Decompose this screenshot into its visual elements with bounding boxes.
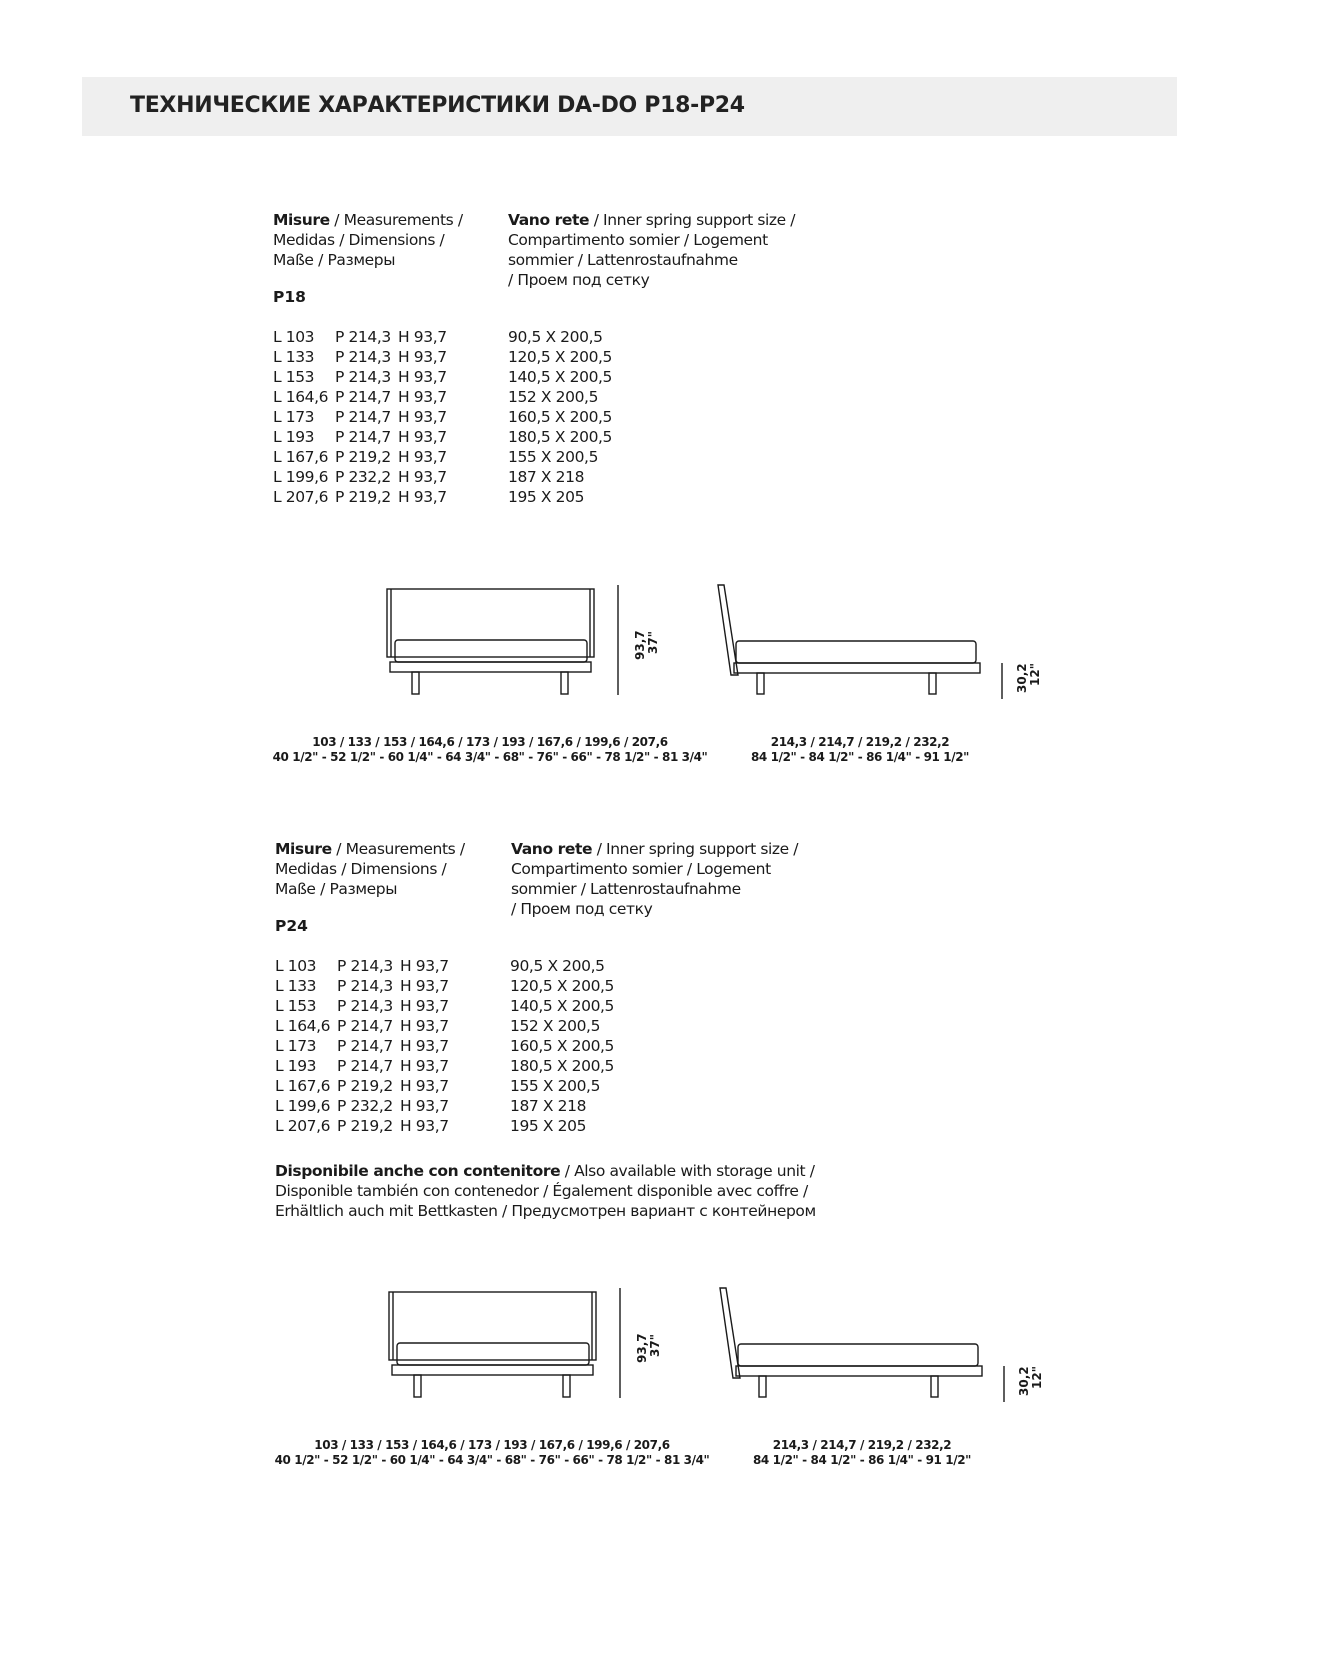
row-height: H 93,7 bbox=[400, 1057, 449, 1075]
row-spring-size: 187 X 218 bbox=[510, 1097, 587, 1115]
width-cm-label: 103 / 133 / 153 / 164,6 / 173 / 193 / 167,6 / 199,6 / 207,6 bbox=[312, 735, 668, 749]
table-row bbox=[273, 468, 833, 488]
headboard-outline bbox=[387, 589, 594, 657]
measurements-heading bbox=[275, 839, 490, 899]
storage-note bbox=[275, 1161, 895, 1221]
table-row bbox=[275, 1017, 835, 1037]
front-view bbox=[386, 585, 618, 700]
leg-side-right bbox=[929, 673, 936, 694]
row-spring-size: 120,5 X 200,5 bbox=[508, 348, 613, 366]
row-depth: P 214,7 bbox=[335, 428, 391, 446]
row-width: L 153 bbox=[273, 368, 315, 386]
row-height: H 93,7 bbox=[398, 488, 447, 506]
row-width: L 199,6 bbox=[275, 1097, 331, 1115]
table-row bbox=[273, 388, 833, 408]
height-cm: 93,7 bbox=[635, 1333, 649, 1363]
header-bar bbox=[82, 77, 1177, 136]
row-depth: P 232,2 bbox=[335, 468, 391, 486]
row-height: H 93,7 bbox=[400, 977, 449, 995]
measurements-lead: Misure bbox=[273, 211, 330, 229]
row-spring-size: 195 X 205 bbox=[508, 488, 585, 506]
row-height: H 93,7 bbox=[400, 1117, 449, 1135]
table-row bbox=[273, 368, 833, 388]
table-row bbox=[273, 488, 833, 508]
bed-technical-drawing bbox=[0, 580, 1329, 700]
row-spring-size: 90,5 X 200,5 bbox=[508, 328, 603, 346]
table-row bbox=[275, 1117, 835, 1137]
frame-front bbox=[390, 662, 591, 672]
headboard-outline bbox=[389, 1292, 596, 1360]
depth-in-label: 84 1/2" - 84 1/2" - 86 1/4" - 91 1/2" bbox=[750, 750, 970, 764]
leg-front-right bbox=[563, 1375, 570, 1397]
row-width: L 133 bbox=[273, 348, 315, 366]
table-row bbox=[275, 977, 835, 997]
row-width: L 207,6 bbox=[273, 488, 329, 506]
spring-support-heading bbox=[508, 210, 808, 290]
spring-line4: / Проем под сетку bbox=[508, 271, 650, 289]
height-in: 37" bbox=[648, 1334, 662, 1357]
row-width: L 167,6 bbox=[273, 448, 329, 466]
table-row bbox=[275, 1037, 835, 1057]
leg-side-left bbox=[757, 673, 764, 694]
height-label bbox=[635, 1333, 649, 1363]
height-cm: 93,7 bbox=[633, 630, 647, 660]
dimensions-table bbox=[275, 957, 835, 1137]
height-label-in bbox=[648, 1334, 662, 1357]
spring-support-heading bbox=[511, 839, 811, 919]
row-height: H 93,7 bbox=[398, 428, 447, 446]
row-height: H 93,7 bbox=[400, 1017, 449, 1035]
headboard-side bbox=[718, 585, 738, 675]
frame-in: 12" bbox=[1030, 1366, 1044, 1389]
row-depth: P 214,7 bbox=[337, 1037, 393, 1055]
table-row bbox=[273, 328, 833, 348]
row-depth: P 214,3 bbox=[337, 977, 393, 995]
row-width: L 199,6 bbox=[273, 468, 329, 486]
measurements-heading bbox=[273, 210, 488, 270]
depth-cm-label: 214,3 / 214,7 / 219,2 / 232,2 bbox=[772, 1438, 952, 1452]
spring-line3: sommier / Lattenrostaufnahme bbox=[508, 251, 738, 269]
width-in-label: 40 1/2" - 52 1/2" - 60 1/4" - 64 3/4" - 68" - 76" - 66" - 78 1/2" - 81 3/4" bbox=[272, 750, 708, 764]
row-spring-size: 120,5 X 200,5 bbox=[510, 977, 615, 995]
row-width: L 193 bbox=[275, 1057, 317, 1075]
measurements-line3: Maße / Размеры bbox=[275, 880, 398, 898]
spring-line4: / Проем под сетку bbox=[511, 900, 653, 918]
storage-line3: Erhältlich auch mit Bettkasten / Предусмотрен вариант с контейнером bbox=[275, 1202, 816, 1220]
row-depth: P 214,3 bbox=[335, 348, 391, 366]
frame-side bbox=[736, 1366, 982, 1376]
leg-front-right bbox=[561, 672, 568, 694]
row-height: H 93,7 bbox=[398, 348, 447, 366]
row-height: H 93,7 bbox=[398, 448, 447, 466]
row-width: L 193 bbox=[273, 428, 315, 446]
spring-line3: sommier / Lattenrostaufnahme bbox=[511, 880, 741, 898]
measurements-rest: / Measurements / bbox=[331, 840, 465, 858]
mattress-front bbox=[395, 640, 587, 662]
frame-side bbox=[734, 663, 980, 673]
row-width: L 207,6 bbox=[275, 1117, 331, 1135]
row-depth: P 214,7 bbox=[335, 388, 391, 406]
leg-front-left bbox=[414, 1375, 421, 1397]
row-spring-size: 140,5 X 200,5 bbox=[510, 997, 615, 1015]
spring-lead: Vano rete bbox=[511, 840, 593, 858]
row-width: L 173 bbox=[275, 1037, 317, 1055]
table-row bbox=[275, 1077, 835, 1097]
row-width: L 103 bbox=[275, 957, 317, 975]
frame-height-label bbox=[1015, 663, 1029, 693]
storage-lead: Disponibile anche con contenitore bbox=[275, 1162, 561, 1180]
row-depth: P 214,3 bbox=[335, 368, 391, 386]
row-depth: P 219,2 bbox=[335, 448, 391, 466]
side-view bbox=[718, 585, 1002, 700]
height-in: 37" bbox=[646, 631, 660, 654]
row-height: H 93,7 bbox=[398, 328, 447, 346]
row-width: L 153 bbox=[275, 997, 317, 1015]
row-spring-size: 155 X 200,5 bbox=[510, 1077, 601, 1095]
spring-rest: / Inner spring support size / bbox=[592, 840, 799, 858]
measurements-lead: Misure bbox=[275, 840, 332, 858]
row-height: H 93,7 bbox=[398, 408, 447, 426]
frame-front bbox=[392, 1365, 593, 1375]
row-depth: P 232,2 bbox=[337, 1097, 393, 1115]
model-code: P18 bbox=[273, 288, 306, 306]
row-depth: P 219,2 bbox=[337, 1117, 393, 1135]
mattress-side bbox=[736, 641, 976, 663]
storage-line2: Disponible también con contenedor / Également disponible avec coffre / bbox=[275, 1182, 808, 1200]
row-height: H 93,7 bbox=[398, 468, 447, 486]
spring-rest: / Inner spring support size / bbox=[589, 211, 796, 229]
row-height: H 93,7 bbox=[400, 1037, 449, 1055]
row-spring-size: 195 X 205 bbox=[510, 1117, 587, 1135]
frame-cm: 30,2 bbox=[1015, 663, 1029, 693]
row-spring-size: 180,5 X 200,5 bbox=[508, 428, 613, 446]
model-code: P24 bbox=[275, 917, 308, 935]
depth-cm-label: 214,3 / 214,7 / 219,2 / 232,2 bbox=[770, 735, 950, 749]
row-width: L 173 bbox=[273, 408, 315, 426]
table-row bbox=[275, 957, 835, 977]
dimensions-table bbox=[273, 328, 833, 508]
row-height: H 93,7 bbox=[400, 1097, 449, 1115]
row-spring-size: 155 X 200,5 bbox=[508, 448, 599, 466]
table-row bbox=[273, 348, 833, 368]
table-row bbox=[275, 1057, 835, 1077]
row-width: L 103 bbox=[273, 328, 315, 346]
row-depth: P 219,2 bbox=[335, 488, 391, 506]
page-title: ТЕХНИЧЕСКИЕ ХАРАКТЕРИСТИКИ DA-DO P18-P24 bbox=[130, 93, 745, 118]
row-depth: P 214,3 bbox=[337, 957, 393, 975]
table-row bbox=[273, 408, 833, 428]
frame-height-label-in bbox=[1030, 1366, 1044, 1389]
spring-line2: Compartimento somier / Logement bbox=[508, 231, 768, 249]
table-row bbox=[275, 1097, 835, 1117]
table-row bbox=[273, 448, 833, 468]
row-depth: P 214,3 bbox=[335, 328, 391, 346]
row-height: H 93,7 bbox=[400, 1077, 449, 1095]
measurements-line2: Medidas / Dimensions / bbox=[275, 860, 447, 878]
measurements-line2: Medidas / Dimensions / bbox=[273, 231, 445, 249]
mattress-side bbox=[738, 1344, 978, 1366]
row-height: H 93,7 bbox=[398, 388, 447, 406]
row-depth: P 214,7 bbox=[337, 1017, 393, 1035]
height-label bbox=[633, 630, 647, 660]
bed-drawing-p18 bbox=[0, 580, 1329, 770]
row-height: H 93,7 bbox=[398, 368, 447, 386]
spring-line2: Compartimento somier / Logement bbox=[511, 860, 771, 878]
row-width: L 164,6 bbox=[273, 388, 329, 406]
row-width: L 133 bbox=[275, 977, 317, 995]
front-view bbox=[388, 1288, 620, 1403]
measurements-line3: Maße / Размеры bbox=[273, 251, 396, 269]
row-spring-size: 160,5 X 200,5 bbox=[510, 1037, 615, 1055]
height-label-in bbox=[646, 631, 660, 654]
frame-height-label-in bbox=[1028, 663, 1042, 686]
row-depth: P 219,2 bbox=[337, 1077, 393, 1095]
frame-height-label bbox=[1017, 1366, 1031, 1396]
width-cm-label: 103 / 133 / 153 / 164,6 / 173 / 193 / 167,6 / 199,6 / 207,6 bbox=[314, 1438, 670, 1452]
row-height: H 93,7 bbox=[400, 997, 449, 1015]
row-width: L 167,6 bbox=[275, 1077, 331, 1095]
mattress-front bbox=[397, 1343, 589, 1365]
side-view bbox=[720, 1288, 1004, 1403]
leg-front-left bbox=[412, 672, 419, 694]
table-row bbox=[273, 428, 833, 448]
row-spring-size: 140,5 X 200,5 bbox=[508, 368, 613, 386]
measurements-rest: / Measurements / bbox=[329, 211, 463, 229]
row-spring-size: 180,5 X 200,5 bbox=[510, 1057, 615, 1075]
frame-in: 12" bbox=[1028, 663, 1042, 686]
row-spring-size: 160,5 X 200,5 bbox=[508, 408, 613, 426]
row-width: L 164,6 bbox=[275, 1017, 331, 1035]
storage-rest: / Also available with storage unit / bbox=[560, 1162, 815, 1180]
leg-side-left bbox=[759, 1376, 766, 1397]
spring-lead: Vano rete bbox=[508, 211, 590, 229]
bed-drawing-p24 bbox=[0, 1283, 1329, 1473]
row-spring-size: 187 X 218 bbox=[508, 468, 585, 486]
headboard-side bbox=[720, 1288, 740, 1378]
row-spring-size: 90,5 X 200,5 bbox=[510, 957, 605, 975]
frame-cm: 30,2 bbox=[1017, 1366, 1031, 1396]
bed-technical-drawing bbox=[0, 1283, 1329, 1403]
row-height: H 93,7 bbox=[400, 957, 449, 975]
table-row bbox=[275, 997, 835, 1017]
leg-side-right bbox=[931, 1376, 938, 1397]
row-spring-size: 152 X 200,5 bbox=[510, 1017, 601, 1035]
row-depth: P 214,3 bbox=[337, 997, 393, 1015]
depth-in-label: 84 1/2" - 84 1/2" - 86 1/4" - 91 1/2" bbox=[752, 1453, 972, 1467]
row-spring-size: 152 X 200,5 bbox=[508, 388, 599, 406]
width-in-label: 40 1/2" - 52 1/2" - 60 1/4" - 64 3/4" - 68" - 76" - 66" - 78 1/2" - 81 3/4" bbox=[274, 1453, 710, 1467]
row-depth: P 214,7 bbox=[337, 1057, 393, 1075]
row-depth: P 214,7 bbox=[335, 408, 391, 426]
